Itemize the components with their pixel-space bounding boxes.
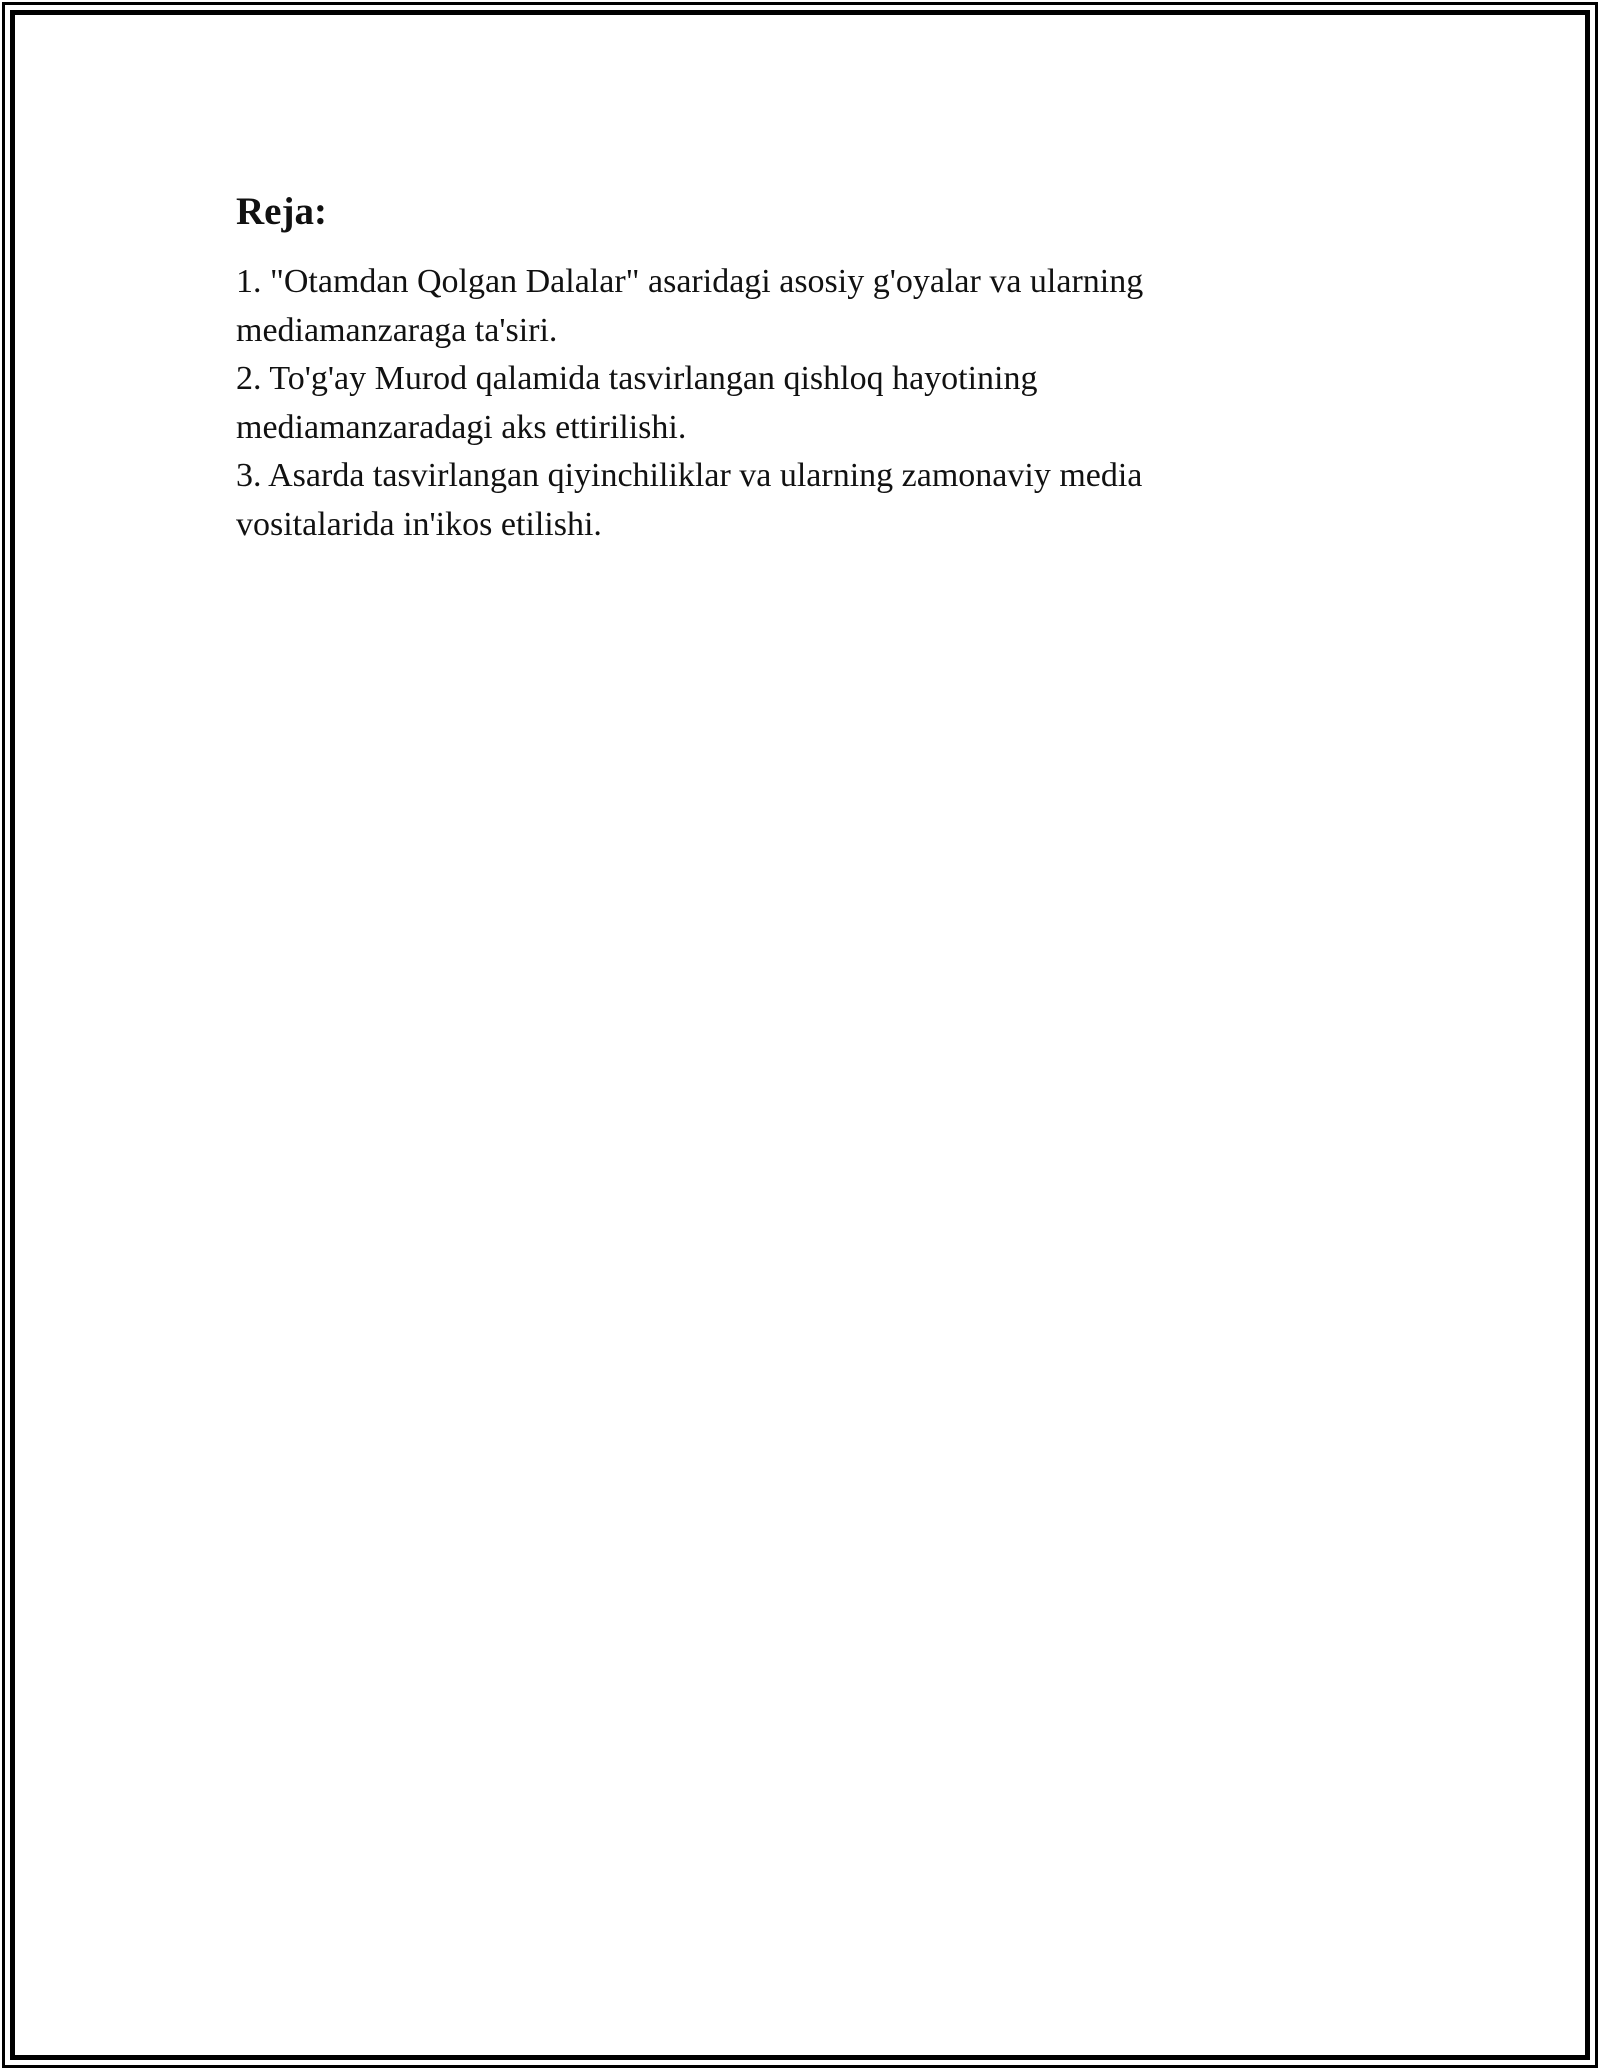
- plan-item-2: 2. To'g'ay Murod qalamida tasvirlangan qishloq hayotining mediamanzaradagi aks ettirilishi.: [236, 360, 1038, 446]
- page-content: [236, 184, 1256, 549]
- plan-list: [236, 258, 1256, 549]
- plan-item-3: 3. Asarda tasvirlangan qiyinchiliklar va ularning zamonaviy media vositalarida in'ikos etilishi.: [236, 457, 1143, 543]
- plan-item-1: 1. "Otamdan Qolgan Dalalar" asaridagi asosiy g'oyalar va ularning mediamanzaraga ta'siri.: [236, 263, 1144, 349]
- plan-heading: Reja:: [236, 190, 327, 233]
